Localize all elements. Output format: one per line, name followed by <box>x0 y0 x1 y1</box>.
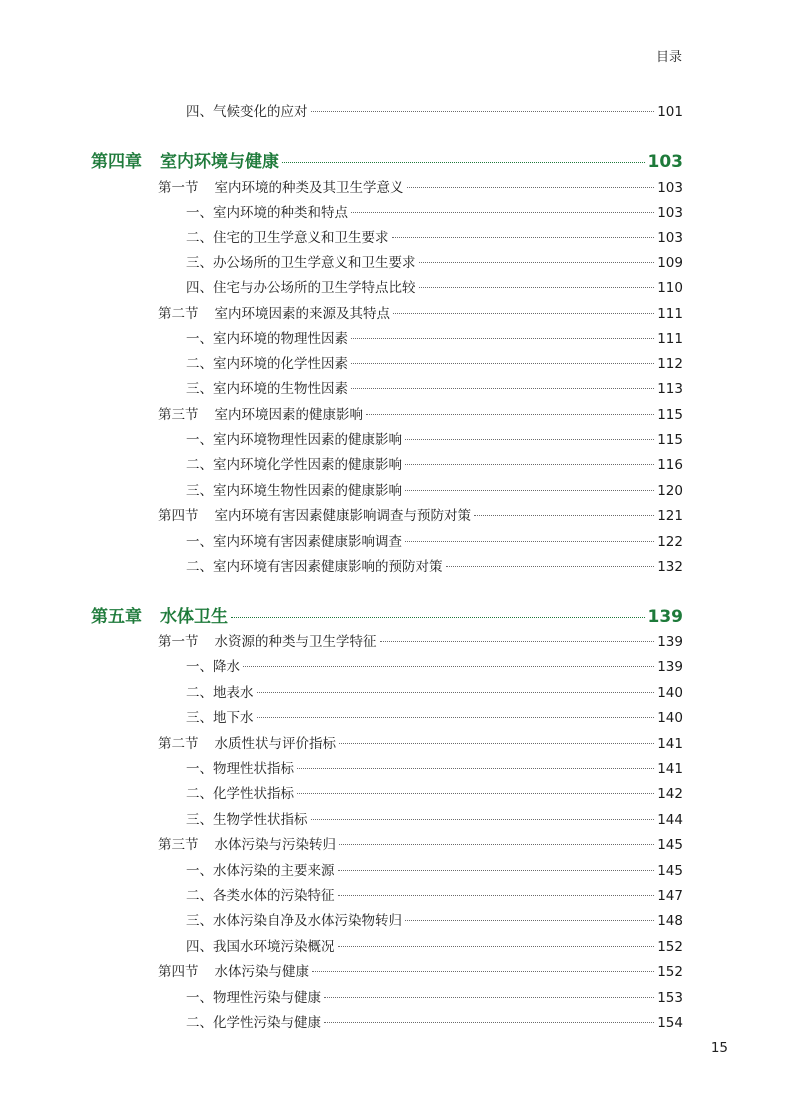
toc-item-entry <box>186 909 683 929</box>
entry-title <box>186 428 402 448</box>
toc-section-entry <box>158 732 683 752</box>
entry-title <box>186 986 321 1006</box>
entry-number: 第四节 <box>158 964 199 980</box>
dot-leader <box>405 920 654 921</box>
entry-title-text: 一、室内环境的物理性因素 <box>186 331 348 347</box>
entry-title <box>186 201 348 221</box>
toc-item-entry <box>186 1011 683 1031</box>
entry-title <box>186 352 348 372</box>
toc-item-entry <box>186 327 683 347</box>
entry-title <box>186 706 254 726</box>
entry-title-text: 水资源的种类与卫生学特征 <box>214 634 377 650</box>
dot-leader <box>419 262 655 263</box>
dot-leader <box>231 617 645 618</box>
entry-title-text: 二、地表水 <box>186 685 254 701</box>
entry-page-number: 103 <box>657 205 683 221</box>
entry-page-number: 103 <box>657 230 683 246</box>
entry-title <box>186 327 348 347</box>
toc-item-entry <box>186 859 683 879</box>
toc-item-entry <box>186 757 683 777</box>
entry-title-text: 一、物理性污染与健康 <box>186 990 321 1006</box>
entry-title-text: 室内环境因素的健康影响 <box>214 407 363 423</box>
dot-leader <box>282 162 645 163</box>
entry-page-number: 115 <box>657 432 683 448</box>
dot-leader <box>311 111 655 112</box>
entry-title-text: 三、办公场所的卫生学意义和卫生要求 <box>186 255 416 271</box>
entry-title-text: 二、室内环境化学性因素的健康影响 <box>186 457 402 473</box>
dot-leader <box>338 946 655 947</box>
toc-item-entry <box>186 530 683 550</box>
toc-item-entry <box>186 226 683 246</box>
entry-title-text: 一、室内环境的种类和特点 <box>186 205 348 221</box>
entry-title <box>158 833 336 853</box>
dot-leader <box>339 844 654 845</box>
entry-page-number: 145 <box>657 837 683 853</box>
entry-title <box>91 602 228 627</box>
entry-title <box>186 808 308 828</box>
entry-title <box>186 757 294 777</box>
entry-page-number: 142 <box>657 786 683 802</box>
entry-number: 第四章 <box>91 152 142 172</box>
dot-leader <box>351 363 654 364</box>
toc-item-entry <box>186 706 683 726</box>
toc-chapter-entry <box>91 602 683 627</box>
entry-title <box>186 655 240 675</box>
entry-title <box>186 681 254 701</box>
entry-title-text: 四、住宅与办公场所的卫生学特点比较 <box>186 280 416 296</box>
dot-leader <box>405 464 654 465</box>
dot-leader <box>351 388 654 389</box>
toc-section-entry <box>158 176 683 196</box>
entry-title-text: 四、我国水环境污染概况 <box>186 939 335 955</box>
entry-title-text: 二、化学性污染与健康 <box>186 1015 321 1031</box>
entry-title <box>186 453 402 473</box>
dot-leader <box>312 971 654 972</box>
entry-title-text: 二、各类水体的污染特征 <box>186 888 335 904</box>
entry-title-text: 三、水体污染自净及水体污染物转归 <box>186 913 402 929</box>
entry-number: 第一节 <box>158 180 199 196</box>
entry-title <box>186 909 402 929</box>
dot-leader <box>446 566 655 567</box>
entry-title <box>186 251 416 271</box>
toc-section-entry <box>158 302 683 322</box>
dot-leader <box>366 414 654 415</box>
entry-page-number: 141 <box>657 761 683 777</box>
dot-leader <box>393 313 654 314</box>
dot-leader <box>338 870 655 871</box>
dot-leader <box>474 515 654 516</box>
entry-title <box>186 479 402 499</box>
entry-title <box>158 960 309 980</box>
dot-leader <box>405 439 654 440</box>
entry-number: 第一节 <box>158 634 199 650</box>
entry-number: 第二节 <box>158 306 199 322</box>
dot-leader <box>351 212 654 213</box>
toc-item-entry <box>186 555 683 575</box>
entry-title-text: 三、室内环境的生物性因素 <box>186 381 348 397</box>
entry-title-text: 二、室内环境有害因素健康影响的预防对策 <box>186 559 443 575</box>
toc-item-entry <box>186 201 683 221</box>
dot-leader <box>405 541 654 542</box>
toc-item-entry <box>186 935 683 955</box>
page-number: 15 <box>710 1040 728 1056</box>
dot-leader <box>257 717 655 718</box>
entry-title-text: 三、地下水 <box>186 710 254 726</box>
toc-item-entry <box>186 884 683 904</box>
entry-title <box>186 935 335 955</box>
toc-chapter-entry <box>91 147 683 172</box>
entry-page-number: 111 <box>657 306 683 322</box>
entry-title <box>158 176 404 196</box>
entry-title-text: 水体卫生 <box>160 607 228 627</box>
dot-leader <box>338 895 655 896</box>
entry-title <box>158 630 377 650</box>
entry-title <box>158 403 363 423</box>
entry-page-number: 140 <box>657 685 683 701</box>
entry-page-number: 113 <box>657 381 683 397</box>
entry-title-text: 一、水体污染的主要来源 <box>186 863 335 879</box>
entry-title <box>186 1011 321 1031</box>
entry-page-number: 144 <box>657 812 683 828</box>
entry-title-text: 室内环境因素的来源及其特点 <box>214 306 390 322</box>
entry-page-number: 120 <box>657 483 683 499</box>
entry-number: 第三节 <box>158 407 199 423</box>
entry-page-number: 141 <box>657 736 683 752</box>
entry-title <box>186 100 308 120</box>
entry-title <box>186 884 335 904</box>
toc-item-entry <box>186 428 683 448</box>
entry-page-number: 103 <box>647 152 683 172</box>
dot-leader <box>339 743 654 744</box>
entry-page-number: 152 <box>657 964 683 980</box>
entry-number: 第二节 <box>158 736 199 752</box>
entry-title-text: 三、生物学性状指标 <box>186 812 308 828</box>
entry-page-number: 139 <box>647 607 683 627</box>
toc-item-entry <box>186 251 683 271</box>
toc-section-entry <box>158 630 683 650</box>
entry-page-number: 147 <box>657 888 683 904</box>
entry-title <box>186 530 402 550</box>
entry-title <box>186 782 294 802</box>
toc-item-entry <box>186 782 683 802</box>
toc-item-entry <box>186 352 683 372</box>
entry-page-number: 132 <box>657 559 683 575</box>
entry-title-text: 室内环境有害因素健康影响调查与预防对策 <box>214 508 471 524</box>
toc-item-entry <box>186 453 683 473</box>
dot-leader <box>351 338 654 339</box>
toc-item-entry <box>186 276 683 296</box>
entry-title-text: 二、化学性状指标 <box>186 786 294 802</box>
entry-title-text: 一、降水 <box>186 659 240 675</box>
dot-leader <box>243 666 654 667</box>
dot-leader <box>311 819 655 820</box>
entry-title <box>158 732 336 752</box>
entry-title <box>91 147 279 172</box>
entry-title <box>158 504 471 524</box>
dot-leader <box>257 692 655 693</box>
entry-title <box>186 276 416 296</box>
entry-page-number: 148 <box>657 913 683 929</box>
entry-page-number: 140 <box>657 710 683 726</box>
dot-leader <box>392 237 655 238</box>
entry-page-number: 109 <box>657 255 683 271</box>
dot-leader <box>297 768 654 769</box>
dot-leader <box>405 490 654 491</box>
entry-page-number: 139 <box>657 634 683 650</box>
entry-title-text: 四、气候变化的应对 <box>186 104 308 120</box>
entry-page-number: 145 <box>657 863 683 879</box>
entry-title <box>186 377 348 397</box>
entry-title-text: 室内环境与健康 <box>160 152 279 172</box>
dot-leader <box>297 793 654 794</box>
entry-title-text: 水体污染与污染转归 <box>214 837 336 853</box>
entry-page-number: 152 <box>657 939 683 955</box>
toc-item-entry <box>186 986 683 1006</box>
entry-page-number: 103 <box>657 180 683 196</box>
entry-title-text: 三、室内环境生物性因素的健康影响 <box>186 483 402 499</box>
dot-leader <box>407 187 655 188</box>
entry-title <box>186 859 335 879</box>
entry-title-text: 水质性状与评价指标 <box>214 736 336 752</box>
entry-title-text: 水体污染与健康 <box>214 964 309 980</box>
dot-leader <box>380 641 655 642</box>
entry-title-text: 一、室内环境物理性因素的健康影响 <box>186 432 402 448</box>
toc-item-entry <box>186 479 683 499</box>
entry-page-number: 121 <box>657 508 683 524</box>
running-header: 目录 <box>655 50 682 65</box>
entry-title-text: 二、住宅的卫生学意义和卫生要求 <box>186 230 389 246</box>
entry-page-number: 101 <box>657 104 683 120</box>
entry-title-text: 二、室内环境的化学性因素 <box>186 356 348 372</box>
entry-page-number: 116 <box>657 457 683 473</box>
dot-leader <box>419 287 655 288</box>
entry-page-number: 139 <box>657 659 683 675</box>
entry-number: 第五章 <box>91 607 142 627</box>
entry-title <box>186 555 443 575</box>
entry-title <box>158 302 390 322</box>
dot-leader <box>324 997 654 998</box>
entry-title-text: 一、室内环境有害因素健康影响调查 <box>186 534 402 550</box>
toc-section-entry <box>158 960 683 980</box>
entry-title <box>186 226 389 246</box>
entry-page-number: 111 <box>657 331 683 347</box>
entry-page-number: 112 <box>657 356 683 372</box>
entry-page-number: 154 <box>657 1015 683 1031</box>
toc-item-entry <box>186 655 683 675</box>
toc-item-entry <box>186 808 683 828</box>
entry-number: 第三节 <box>158 837 199 853</box>
entry-number: 第四节 <box>158 508 199 524</box>
entry-title-text: 室内环境的种类及其卫生学意义 <box>214 180 404 196</box>
toc-item-entry <box>186 681 683 701</box>
entry-page-number: 153 <box>657 990 683 1006</box>
entry-page-number: 115 <box>657 407 683 423</box>
toc-section-entry <box>158 833 683 853</box>
toc-item-entry <box>186 100 683 120</box>
toc-section-entry <box>158 504 683 524</box>
entry-page-number: 122 <box>657 534 683 550</box>
entry-title-text: 一、物理性状指标 <box>186 761 294 777</box>
entry-page-number: 110 <box>657 280 683 296</box>
toc-section-entry <box>158 403 683 423</box>
dot-leader <box>324 1022 654 1023</box>
toc-item-entry <box>186 377 683 397</box>
